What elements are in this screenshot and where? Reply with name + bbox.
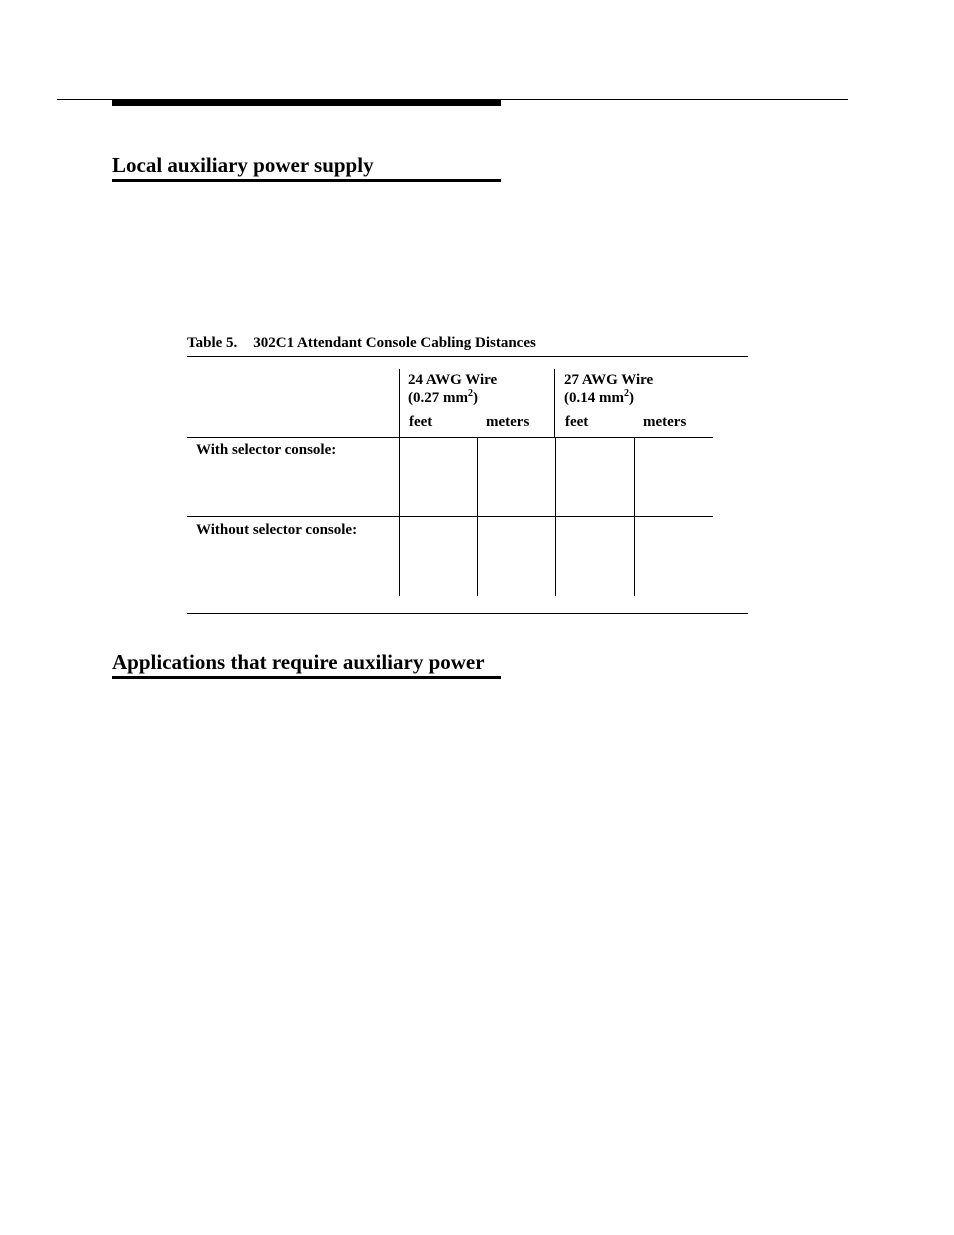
column-group-header-24awg xyxy=(408,371,497,407)
row-label-without-selector-console: Without selector console: xyxy=(196,522,358,538)
unit-header-meters-27awg: meters xyxy=(643,414,687,430)
table-caption xyxy=(187,335,536,352)
table-caption-number: Table 5. xyxy=(187,335,238,351)
header-divider-middle xyxy=(554,369,555,437)
table-caption-title: 302C1 Attendant Console Cabling Distances xyxy=(253,335,536,351)
column-group-header-27awg-line1: 27 AWG Wire xyxy=(564,372,654,388)
row-separator xyxy=(187,516,713,517)
section-heading-local-auxiliary-power-supply: Local auxiliary power supply xyxy=(112,153,501,182)
column-group-header-27awg-line2: (0.14 $mm^2$) xyxy=(564,388,634,406)
table-bottom-rule xyxy=(187,613,748,614)
header-divider-left xyxy=(399,369,400,437)
table-top-rule xyxy=(187,356,748,357)
unit-header-meters-24awg: meters xyxy=(486,414,530,430)
column-group-header-24awg-line1: 24 AWG Wire xyxy=(408,372,498,388)
page-top-thick-rule xyxy=(112,99,501,106)
unit-header-feet-24awg: feet xyxy=(409,414,433,430)
column-group-header-27awg xyxy=(564,371,653,407)
row-label-with-selector-console: With selector console: xyxy=(196,442,337,458)
column-group-header-24awg-line2: (0.27 $mm^2$) xyxy=(408,388,478,406)
section-heading-applications-require-auxiliary-power: Applications that require auxiliary power xyxy=(112,650,501,679)
unit-header-feet-27awg: feet xyxy=(565,414,589,430)
